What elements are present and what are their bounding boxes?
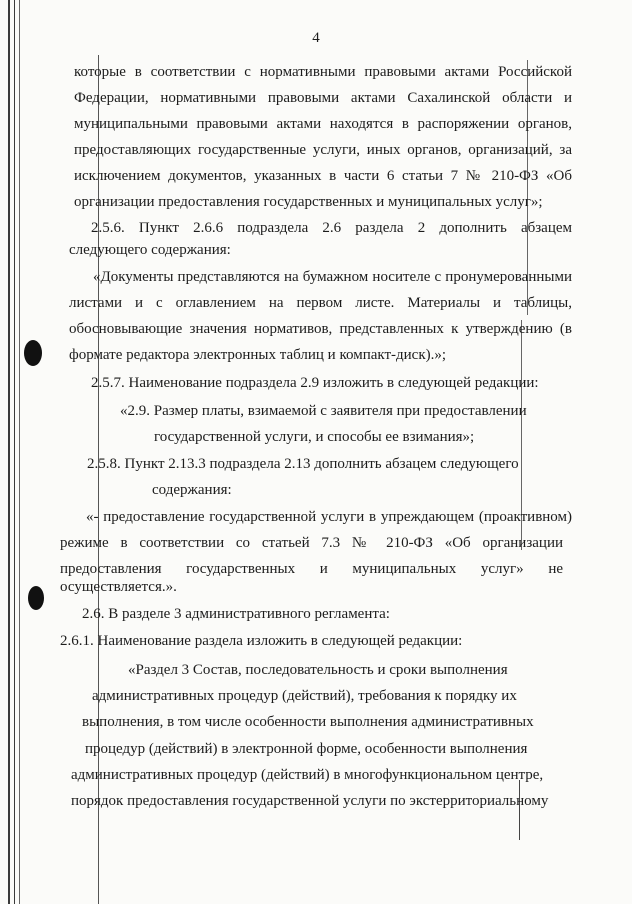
text-line: осуществляется.». bbox=[60, 579, 177, 595]
text-line: выполнения, в том числе особенности выполнения административных bbox=[82, 714, 534, 730]
text-line: организации предоставления государственных и муниципальных услуг»; bbox=[74, 194, 543, 210]
text-line: 2.6. В разделе 3 административного регламента: bbox=[82, 606, 390, 622]
text-line: административных процедур (действий) в многофункциональном центре, bbox=[71, 767, 544, 783]
text-line: следующего содержания: bbox=[69, 242, 231, 258]
text-line: листами и с оглавлением на первом листе. Материалы и таблицы, bbox=[69, 295, 572, 311]
binder-edge bbox=[19, 0, 20, 904]
text-line: 2.5.8. Пункт 2.13.3 подраздела 2.13 дополнить абзацем следующего bbox=[87, 456, 519, 472]
text-line: 2.5.6. Пункт 2.6.6 подраздела 2.6 раздела 2 дополнить абзацем bbox=[91, 220, 572, 236]
text-line: «2.9. Размер платы, взимаемой с заявителя при предоставлении bbox=[120, 403, 527, 419]
text-line: предоставления государственных и муниципальных услуг» не bbox=[60, 561, 563, 577]
text-line: 2.6.1. Наименование раздела изложить в следующей редакции: bbox=[60, 633, 463, 649]
text-line: государственной услуги, и способы ее взимания»; bbox=[154, 429, 475, 445]
text-line: формате редактора электронных таблиц и компакт-диск).»; bbox=[69, 347, 447, 363]
text-line: муниципальными правовыми актами находятся в распоряжении органов, bbox=[74, 116, 572, 132]
text-line: процедур (действий) в электронной форме, особенности выполнения bbox=[85, 741, 528, 757]
text-line: Федерации, нормативными правовыми актами Сахалинской области и bbox=[74, 90, 572, 106]
text-line: «Документы представляются на бумажном носителе с пронумерованными bbox=[93, 269, 572, 285]
punch-hole bbox=[24, 340, 42, 366]
text-line: содержания: bbox=[152, 482, 232, 498]
binder-edge bbox=[14, 0, 15, 904]
text-line: обосновывающие значения нормативов, представленных к утверждению (в bbox=[69, 321, 572, 337]
text-line: «Раздел 3 Состав, последовательность и сроки выполнения bbox=[128, 662, 508, 678]
text-line: режиме в соответствии со статьей 7.3 № 210-ФЗ «Об организации bbox=[60, 535, 563, 551]
text-line: административных процедур (действий), требования к порядку их bbox=[92, 688, 517, 704]
binder-edge bbox=[8, 0, 10, 904]
text-line: предоставляющих государственные услуги, иных органов, организаций, за bbox=[74, 142, 572, 158]
text-line: исключением документов, указанных в части 6 статьи 7 № 210-ФЗ «Об bbox=[74, 168, 572, 184]
scan-artifact-line bbox=[519, 780, 520, 840]
text-line: которые в соответствии с нормативными правовыми актами Российской bbox=[74, 64, 572, 80]
page-number: 4 bbox=[312, 30, 320, 46]
text-line: порядок предоставления государственной услуги по экстерриториальному bbox=[71, 793, 549, 809]
text-line: «- предоставление государственной услуги в упреждающем (проактивном) bbox=[86, 509, 572, 525]
text-line: 2.5.7. Наименование подраздела 2.9 изложить в следующей редакции: bbox=[91, 375, 539, 391]
punch-hole bbox=[28, 586, 44, 610]
